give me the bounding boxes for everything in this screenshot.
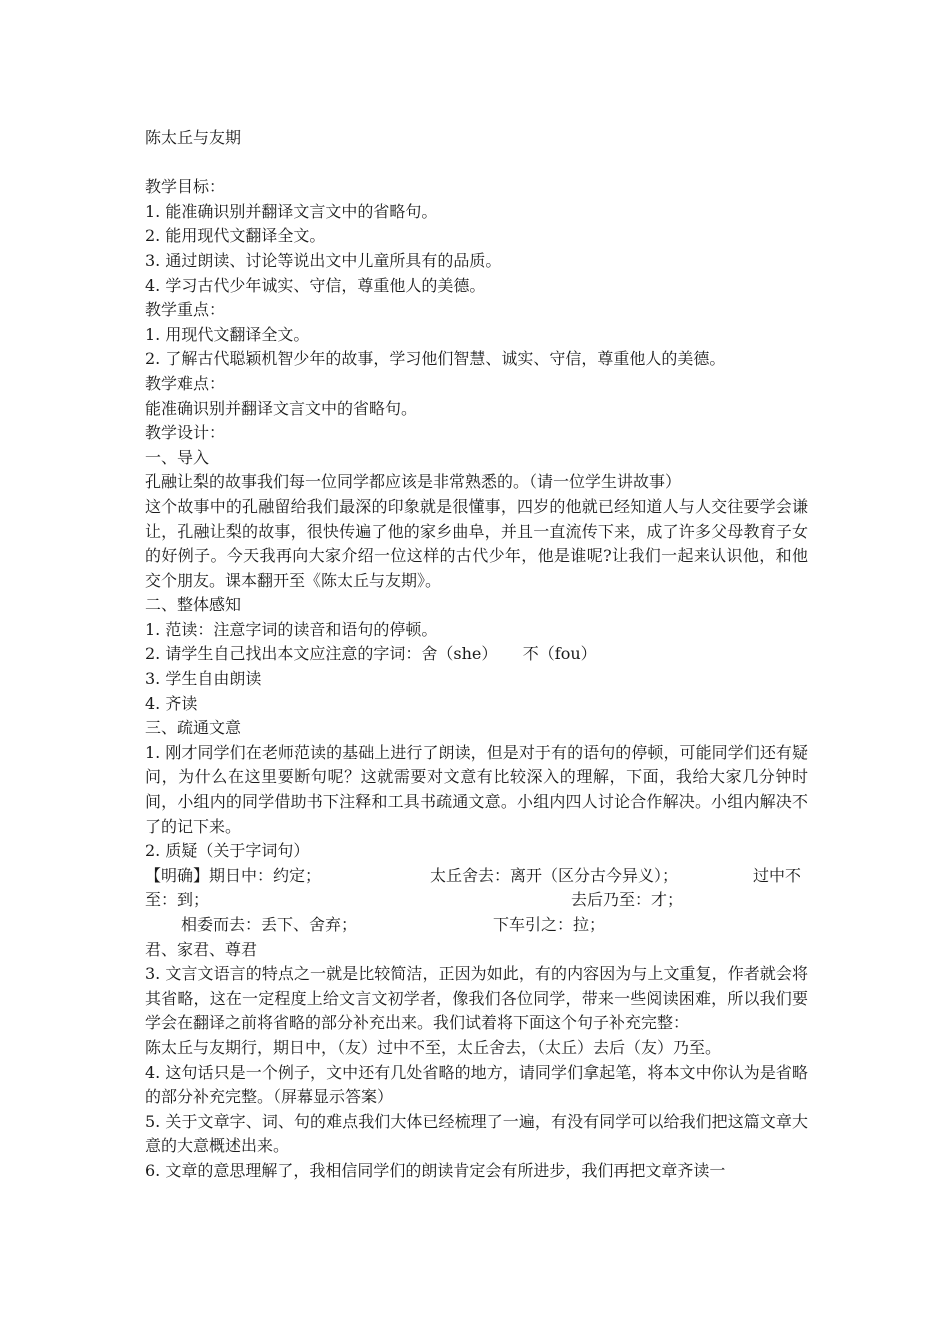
difficulties-text: 能准确识别并翻译文言文中的省略句。 [145, 398, 418, 418]
gloss-item: 过中不 [753, 865, 802, 885]
key-points-heading: 教学重点： [145, 300, 226, 320]
key-point-item: 2. 了解古代聪颖机智少年的故事，学习他们智慧、诚实、守信，尊重他人的美德。 [145, 349, 726, 369]
example-sentence: 陈太丘与友期行，期日中，（友）过中不至，太丘舍去，（太丘）去后（友）乃至。 [145, 1037, 722, 1057]
meaning-paragraph-5: 5. 关于文章字、词、句的难点我们大体已经梳理了一遍，有没有同学可以给我们把这篇文章大意的大意概述出来。 [145, 1111, 808, 1156]
overview-item: 1. 范读：注意字词的读音和语句的停顿。 [145, 619, 438, 639]
overview-item: 3. 学生自由朗读 [145, 669, 262, 689]
objective-item: 3. 通过朗读、讨论等说出文中儿童所具有的品质。 [145, 250, 502, 270]
overview-item: 4. 齐读 [145, 693, 198, 713]
intro-line: 孔融让梨的故事我们每一位同学都应该是非常熟悉的。（请一位学生讲故事） [145, 472, 682, 492]
section-heading-meaning: 三、疏通文意 [145, 718, 242, 738]
meaning-paragraph-1: 1. 刚才同学们在老师范读的基础上进行了朗读，但是对于有的语句的停顿，可能同学们还有疑问，为什么在这里要断句呢？这就需要对文意有比较深入的理解，下面，我给大家几分钟时间，小组内的同学借助书下注释和工具书疏通文意。小组内四人讨论合作解决。小组内解决不了的记下来。 [145, 742, 808, 836]
overview-item: 2. 请学生自己找出本文应注意的字词：舍（she） 不（fou） [145, 644, 597, 664]
objectives-heading: 教学目标： [145, 177, 226, 197]
gloss-row [145, 913, 808, 938]
intro-paragraph: 这个故事中的孔融留给我们最深的印象就是很懂事，四岁的他就已经知道人与人交往要学会谦让，孔融让梨的故事，很快传遍了他的家乡曲阜，并且一直流传下来，成了许多父母教育子女的好例子。今天我再向大家介绍一位这样的古代少年，他是谁呢?让我们一起来认识他，和他交个朋友。课本翻开至《陈太丘与友期》。 [145, 496, 808, 590]
key-point-item: 1. 用现代文翻译全文。 [145, 324, 310, 344]
gloss-row [145, 864, 808, 889]
design-heading: 教学设计： [145, 423, 226, 443]
gloss-item: 去后乃至：才； [571, 890, 684, 910]
difficulties-heading: 教学难点： [145, 373, 226, 393]
objective-item: 1. 能准确识别并翻译文言文中的省略句。 [145, 201, 438, 221]
gloss-item: 太丘舍去：离开（区分古今异义）； [430, 865, 679, 885]
objective-item: 4. 学习古代少年诚实、守信，尊重他人的美德。 [145, 275, 486, 295]
gloss-item: 相委而去：丢下、舍弃； [181, 915, 358, 934]
meaning-paragraph-3: 3. 文言文语言的特点之一就是比较简洁，正因为如此，有的内容因为与上文重复，作者就会将其省略，这在一定程度上给文言文初学者，像我们各位同学，带来一些阅读困难，所以我们要学会在翻译之前将省略的部分补充出来。我们试着将下面这个句子补充完整： [145, 964, 808, 1033]
gloss-item: 【明确】期日中：约定； [145, 865, 322, 885]
meaning-paragraph-4: 4. 这句话只是一个例子，文中还有几处省略的地方，请同学们拿起笔，将本文中你认为是省略的部分补充完整。（屏幕显示答案） [145, 1062, 808, 1107]
section-heading-overview: 二、整体感知 [145, 595, 242, 615]
document-title: 陈太丘与友期 [145, 128, 242, 147]
gloss-item: 下车引之：拉； [493, 915, 606, 934]
objective-item: 2. 能用现代文翻译全文。 [145, 226, 326, 246]
document-page [145, 126, 808, 1184]
meaning-paragraph-2: 2. 质疑（关于字词句） [145, 841, 310, 861]
gloss-row: 君、家君、尊君 [145, 939, 258, 959]
section-heading-intro: 一、导入 [145, 447, 210, 467]
gloss-item: 至：到； [145, 890, 210, 910]
gloss-row [145, 888, 808, 913]
meaning-paragraph-6: 6. 文章的意思理解了，我相信同学们的朗读肯定会有所进步，我们再把文章齐读一 [145, 1160, 726, 1180]
